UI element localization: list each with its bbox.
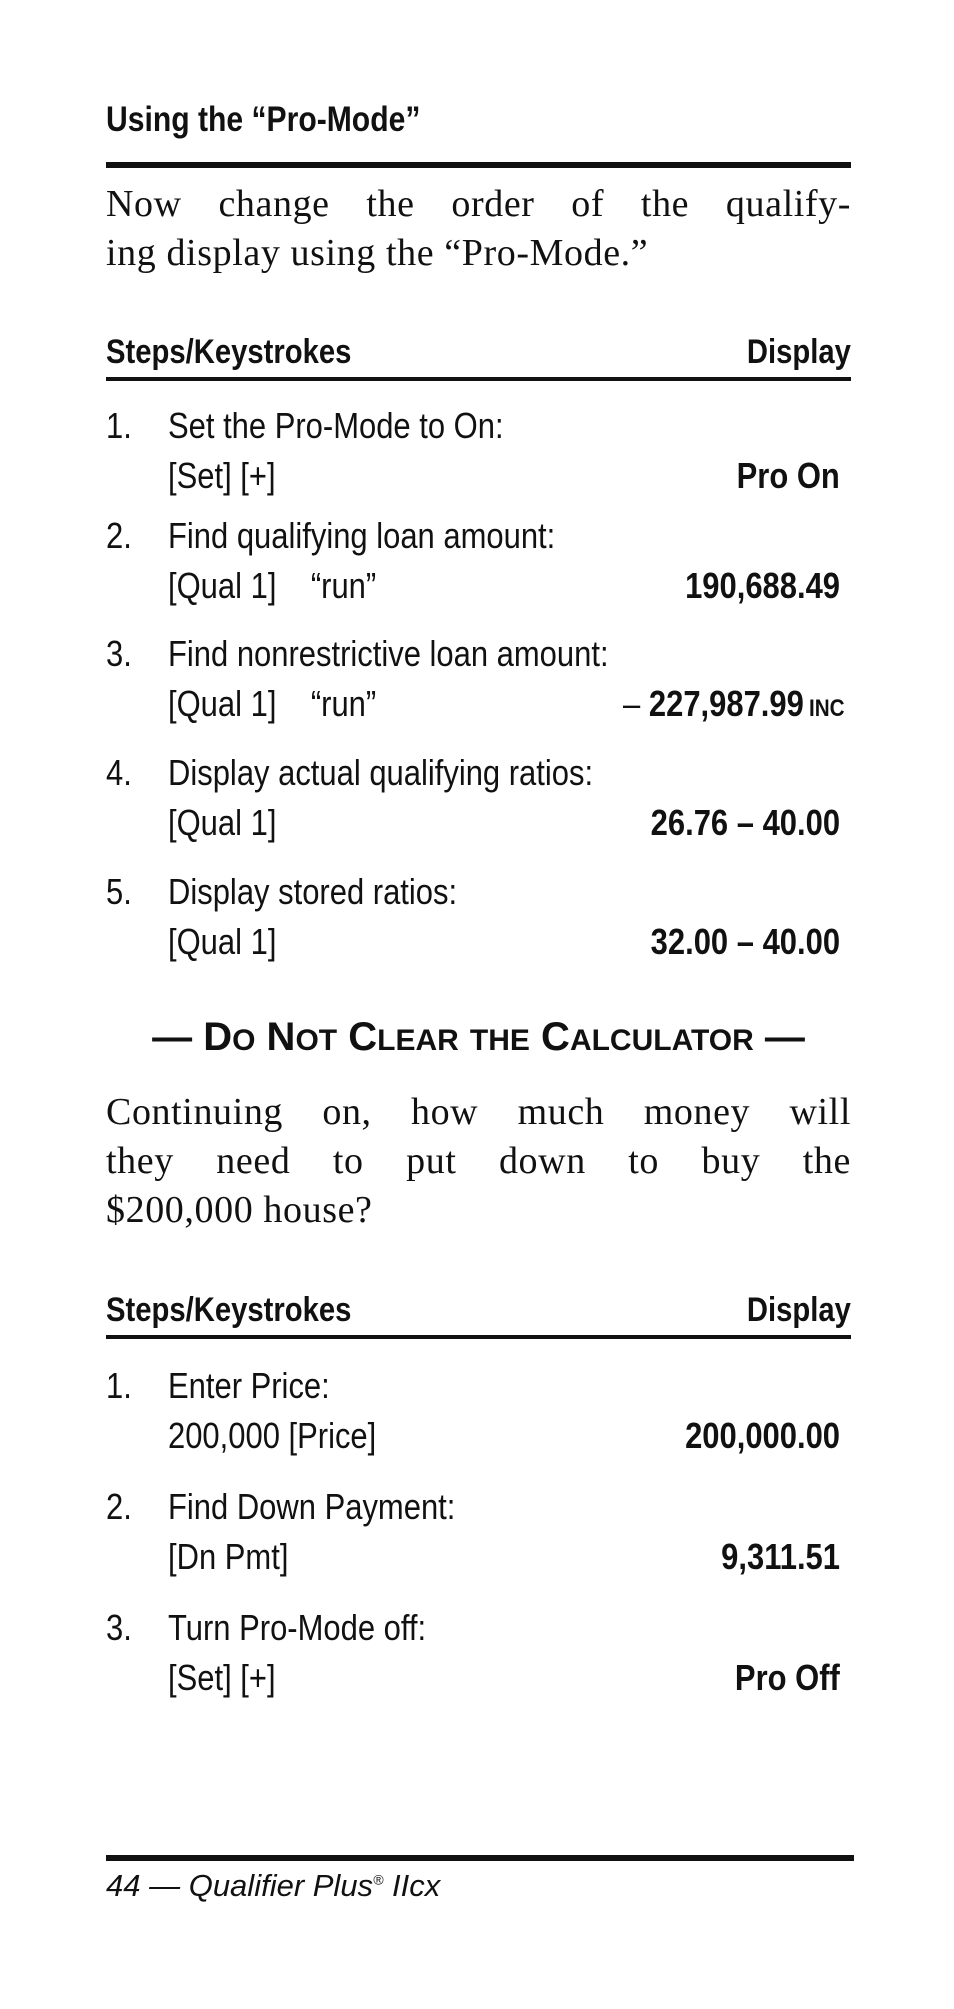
- display-sign: –: [623, 683, 650, 724]
- banner-smallcaps: O: [232, 1024, 256, 1057]
- registered-mark: ®: [373, 1871, 384, 1888]
- display-value: Pro Off: [734, 1657, 840, 1698]
- display-value: 227,987.99: [649, 683, 805, 724]
- display-readout: [623, 683, 845, 725]
- banner-word: [459, 1015, 530, 1059]
- banner-dash: —: [152, 1015, 204, 1059]
- step-number: 4.: [106, 752, 132, 793]
- display-value: 26.76 – 40.00: [650, 802, 840, 843]
- banner-word: [337, 1015, 459, 1059]
- display-value: Pro On: [736, 455, 840, 496]
- step-row: [106, 515, 851, 615]
- banner-smallcaps: LEAR: [377, 1024, 459, 1057]
- display-readout: [650, 802, 845, 844]
- step-number: 3.: [106, 1607, 132, 1648]
- step-keystrokes: [Set] [+]: [168, 455, 276, 496]
- step-number: 1.: [106, 405, 132, 446]
- banner-smallcaps: OT: [295, 1024, 338, 1057]
- display-readout: [737, 455, 845, 497]
- question-line: Continuing on, how much money will: [106, 1091, 851, 1133]
- step-keystrokes: 200,000 [Price]: [168, 1415, 377, 1456]
- section-title: Using the “Pro-Mode”: [106, 100, 421, 139]
- step-row: [106, 1486, 851, 1586]
- display-value: 200,000.00: [684, 1415, 840, 1456]
- display-readout: [721, 1536, 845, 1578]
- steps-column-header: Steps/Keystrokes: [106, 333, 352, 371]
- table-header-rule: [106, 377, 851, 381]
- steps-column-header: Steps/Keystrokes: [106, 1291, 352, 1329]
- step-row: [106, 633, 851, 733]
- manual-page: [106, 0, 851, 2009]
- step-keystrokes: [Dn Pmt]: [168, 1536, 289, 1577]
- banner-initial: D: [203, 1015, 233, 1059]
- display-column-header: Display: [746, 1291, 851, 1329]
- banner-word: [530, 1015, 754, 1059]
- step-row: [106, 1365, 851, 1465]
- display-readout: [685, 1415, 845, 1457]
- banner-smallcaps: THE: [469, 1024, 530, 1057]
- step-keystrokes: [Qual 1] “run”: [168, 565, 377, 606]
- display-value: 32.00 – 40.00: [650, 921, 840, 962]
- banner-word: [255, 1015, 337, 1059]
- step-description: Enter Price:: [168, 1365, 330, 1406]
- display-readout: [650, 921, 845, 963]
- banner-initial: C: [541, 1015, 570, 1059]
- step-description: Find Down Payment:: [168, 1486, 456, 1527]
- step-description: Display actual qualifying ratios:: [168, 752, 594, 793]
- step-description: Turn Pro-Mode off:: [168, 1607, 427, 1648]
- title-rule: [106, 162, 851, 168]
- display-readout: [735, 1657, 845, 1699]
- step-row: [106, 752, 851, 852]
- intro-paragraph: [106, 180, 851, 278]
- step-number: 3.: [106, 633, 132, 674]
- step-keystrokes: [Qual 1]: [168, 921, 277, 962]
- banner-text: [203, 1015, 754, 1059]
- display-value: 9,311.51: [721, 1536, 840, 1577]
- intro-line: ing display using the “Pro-Mode.”: [106, 232, 649, 274]
- step-keystrokes: [Qual 1]: [168, 802, 277, 843]
- step-row: [106, 405, 851, 505]
- question-line: $200,000 house?: [106, 1189, 373, 1231]
- do-not-clear-banner: [106, 1015, 851, 1060]
- table-header: [106, 1291, 851, 1331]
- step-row: [106, 871, 851, 971]
- table-header: [106, 333, 851, 373]
- footer-page-label: 44 — Qualifier Plus: [106, 1868, 374, 1903]
- footer-rule: [106, 1855, 854, 1861]
- banner-initial: N: [266, 1015, 296, 1059]
- display-value: 190,688.49: [684, 565, 840, 606]
- display-readout: [685, 565, 845, 607]
- step-row: [106, 1607, 851, 1707]
- intro-line: Now change the order of the qualify-: [106, 183, 851, 225]
- display-column-header: Display: [746, 333, 851, 371]
- banner-dash: —: [753, 1015, 805, 1059]
- banner-initial: C: [348, 1015, 378, 1059]
- banner-smallcaps: ALCULATOR: [569, 1024, 754, 1057]
- question-line: they need to put down to buy the: [106, 1140, 851, 1182]
- step-keystrokes: [Qual 1] “run”: [168, 683, 377, 724]
- step-number: 5.: [106, 871, 132, 912]
- step-description: Set the Pro-Mode to On:: [168, 405, 504, 446]
- step-number: 2.: [106, 515, 132, 556]
- step-number: 2.: [106, 1486, 132, 1527]
- step-description: Find nonrestrictive loan amount:: [168, 633, 609, 674]
- step-number: 1.: [106, 1365, 132, 1406]
- table-header-rule: [106, 1335, 851, 1339]
- banner-word: [203, 1015, 255, 1059]
- step-description: Find qualifying loan amount:: [168, 515, 556, 556]
- page-footer: [106, 1868, 440, 1904]
- question-paragraph: [106, 1088, 851, 1235]
- step-description: Display stored ratios:: [168, 871, 458, 912]
- footer-model: IIcx: [383, 1868, 441, 1903]
- display-indicator: INC: [809, 695, 845, 722]
- step-keystrokes: [Set] [+]: [168, 1657, 276, 1698]
